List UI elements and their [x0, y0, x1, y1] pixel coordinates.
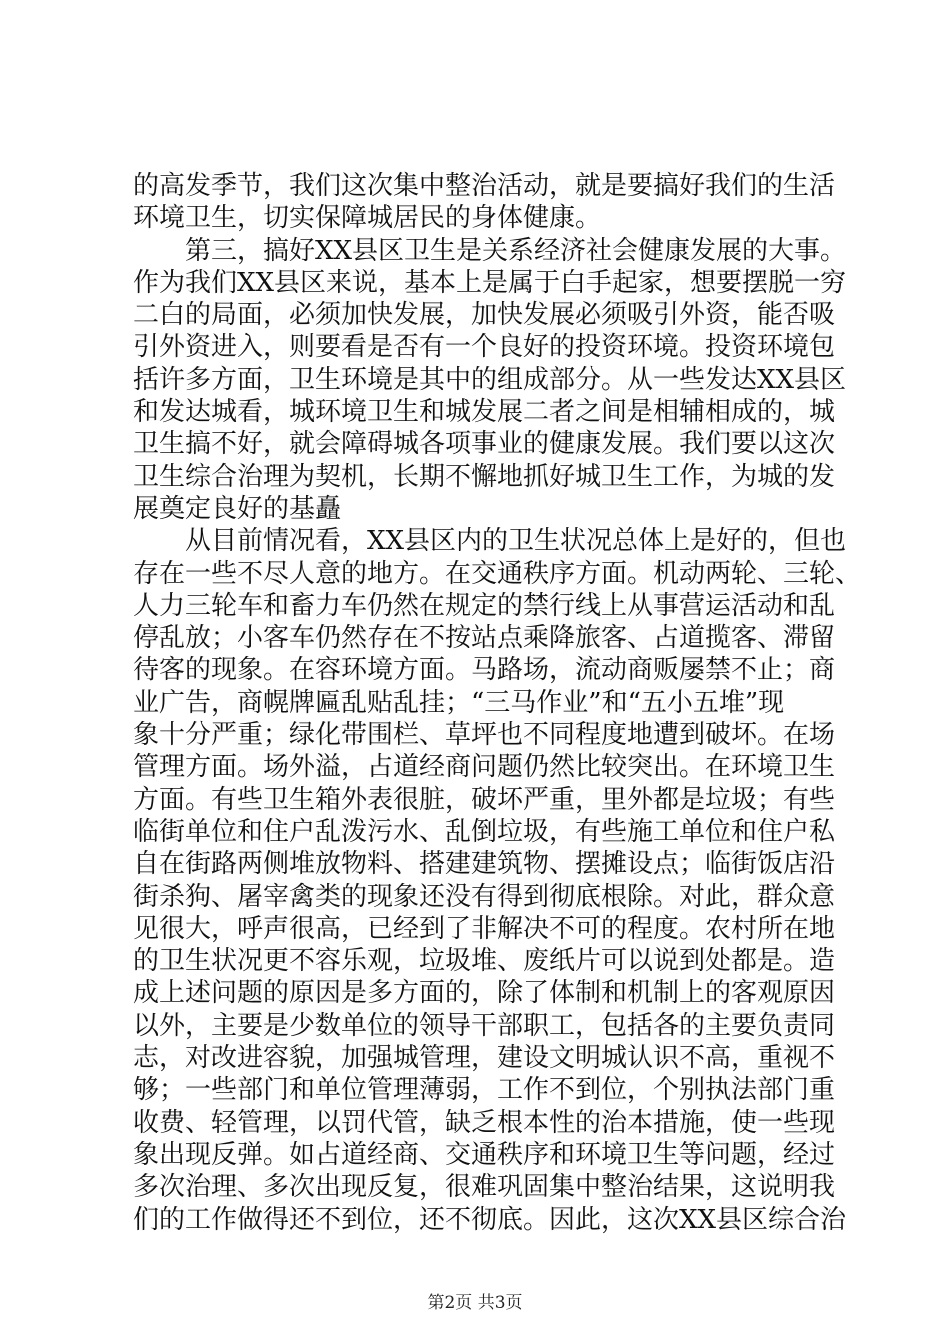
text-line: 街杀狗、屠宰禽类的现象还没有得到彻底根除。对此，群众意	[133, 881, 836, 912]
text-line: 待客的现象。在容环境方面。马路场，流动商贩屡禁不止；商	[133, 655, 836, 686]
text-line: 们的工作做得还不到位，还不彻底。因此，这次XX县区综合治	[133, 1204, 847, 1235]
text-line: 见很大，呼声很高，已经到了非解决不可的程度。农村所在地	[133, 913, 836, 944]
text-line: 从目前情况看，XX县区内的卫生状况总体上是好的，但也	[133, 526, 847, 557]
text-line: 象十分严重；绿化带围栏、草坪也不同程度地遭到破坏。在场	[133, 720, 836, 751]
text-line: 展奠定良好的基矗	[133, 493, 342, 524]
text-line: 临街单位和住户乱泼污水、乱倒垃圾，有些施工单位和住户私	[133, 816, 836, 847]
text-line: 成上述问题的原因是多方面的，除了体制和机制上的客观原因	[133, 978, 836, 1009]
text-line: 方面。有些卫生箱外表很脏，破坏严重，里外都是垃圾；有些	[133, 784, 836, 815]
text-line: 第三，搞好XX县区卫生是关系经济社会健康发展的大事。	[133, 235, 847, 266]
text-line: 环境卫生，切实保障城居民的身体健康。	[133, 203, 602, 234]
page-footer	[0, 1292, 950, 1314]
text-line: 够；一些部门和单位管理薄弱，工作不到位，个别执法部门重	[133, 1075, 836, 1106]
text-line: 卫生搞不好，就会障碍城各项事业的健康发展。我们要以这次	[133, 429, 836, 460]
text-line: 自在街路两侧堆放物料、搭建建筑物、摆摊设点；临街饭店沿	[133, 849, 836, 880]
text-line: 以外，主要是少数单位的领导干部职工，包括各的主要负责同	[133, 1010, 836, 1041]
text-line: 存在一些不尽人意的地方。在交通秩序方面。机动两轮、三轮、	[133, 558, 862, 589]
text-line: 二白的局面，必须加快发展，加快发展必须吸引外资，能否吸	[133, 300, 836, 331]
text-line: 人力三轮车和畜力车仍然在规定的禁行线上从事营运活动和乱	[133, 590, 836, 621]
text-line: 作为我们XX县区来说，基本上是属于白手起家，想要摆脱一穷	[133, 267, 847, 298]
text-line: 象出现反弹。如占道经商、交通秩序和环境卫生等问题，经过	[133, 1139, 836, 1170]
page-number: 第2页 共3页	[427, 1293, 523, 1313]
text-line: 的卫生状况更不容乐观，垃圾堆、废纸片可以说到处都是。造	[133, 946, 836, 977]
document-body	[133, 170, 862, 1236]
text-line: 业广告，商幌牌匾乱贴乱挂；“三马作业”和“五小五堆”现	[133, 687, 785, 718]
text-line: 管理方面。场外溢，占道经商问题仍然比较突出。在环境卫生	[133, 752, 836, 783]
text-line: 的高发季节，我们这次集中整治活动，就是要搞好我们的生活	[133, 171, 836, 201]
text-line: 卫生综合治理为契机，长期不懈地抓好城卫生工作，为城的发	[133, 461, 836, 492]
text-line: 和发达城看，城环境卫生和城发展二者之间是相辅相成的，城	[133, 397, 836, 428]
text-line: 括许多方面，卫生环境是其中的组成部分。从一些发达XX县区	[133, 364, 847, 395]
text-line: 引外资进入，则要看是否有一个良好的投资环境。投资环境包	[133, 332, 836, 363]
text-line: 收费、轻管理，以罚代管，缺乏根本性的治本措施，使一些现	[133, 1107, 836, 1138]
text-line: 志，对改进容貌，加强城管理，建设文明城认识不高，重视不	[133, 1043, 836, 1074]
text-line: 多次治理、多次出现反复，很难巩固集中整治结果，这说明我	[133, 1172, 836, 1203]
text-line: 停乱放；小客车仍然存在不按站点乘降旅客、占道揽客、滞留	[133, 623, 836, 654]
